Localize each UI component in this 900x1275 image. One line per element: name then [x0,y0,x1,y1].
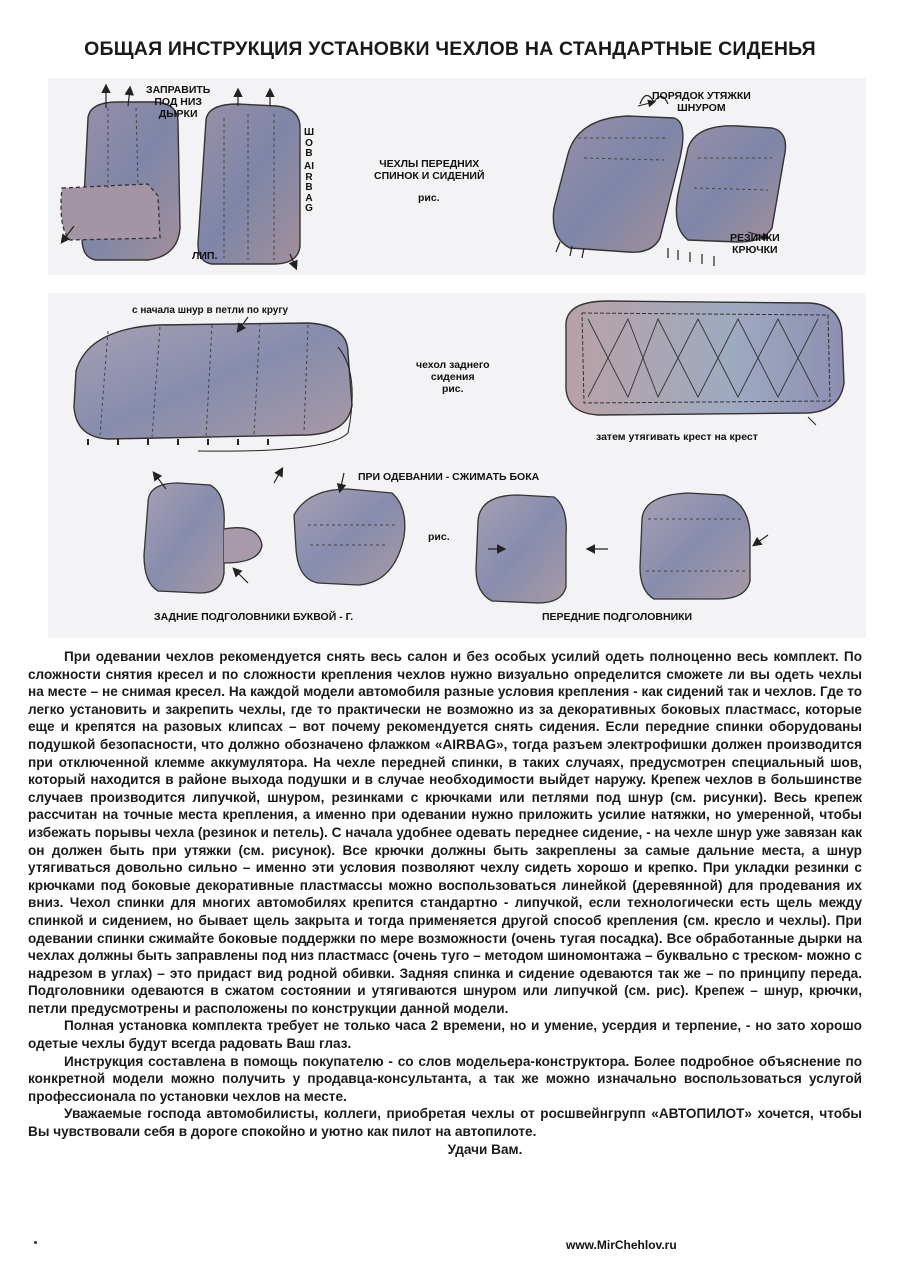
label-elastic-hooks: РЕЗИНКИ КРЮЧКИ [730,232,780,256]
label-cross-lacing: затем утягивать крест на крест [596,431,758,443]
label-squeeze-sides: ПРИ ОДЕВАНИИ - СЖИМАТЬ БОКА [358,471,540,483]
instruction-text [28,648,862,1158]
front-headrest-2 [640,493,750,599]
figure2-caption: чехол заднего сидения рис. [416,359,490,395]
paragraph-1: При одевании чехлов рекомендуется снять весь салон и без особых усилий одеть полноценно весь комплект. По сложности снятия кресел и по сложности крепления чехлов нужно визуально определится сможете ли вы одеть чехлы на месте – не снимая кресел. На каждой модели автомобиля разные условия крепления - как сидений так и чехлов. Где то легко установить и закрепить чехлы, где то практически не возможно из за декоративных боковых пластмасс, которые еще и крепятся на разовых клипсах – вот почему рекомендуется снять сидения. Если передние спинки оборудованы подушкой безопасности, что должно обозначено флажком «AIRBAG», тогда разъем электрофишки должен производится при отключенной клемме аккумулятора. На чехле передней спинки, в таких случаях, предусмотрен специальный шов, который находится в районе выхода подушки и в случае необходимости выйдет наружу. Крепеж чехлов в большинстве случаев производится липучкой, шнуром, резинками с крючками или петлями под шнур (см. рисунки). Весь крепеж рассчитан на точные места крепления, а именно при одевании нужно приложить усилие натяжки, но умеренной, чтобы избежать порывы чехла (резинок и петель). С начала удобнее одевать переднее сидение, - на чехле шнур уже завязан как он должен быть при утяжки (см. рисунок). Все крючки должны быть закреплены за самые дальние места, а шнур утягиваться довольно сильно – именно эти условия позволяют чехлу сидеть хорошо и крепко. При укладки резинки с крючками под боковые декоративные пластмассы можно воспользоваться линейкой (деревянной) для продевания их вниз. Чехол спинки для многих автомобилях крепится стандартно - липучкой, если технологически есть щель между спинкой и сидением, но бывает щель закрыта и тогда применяется другой способ крепления (см. кресло и чехлы). При одевании спинки сжимайте боковые поддержки по мере возможности (очень тугая посадка). Все обработанные дырки на чехлах должны быть заправлены под низ пластмасс (очень туго – методом шиномонтажа – буквально с треском- можно с надрезом в углах) – это придаст вид родной обивки. Задняя спинка и сидение одеваются так же – по принципу переда. Подголовники одеваются в сжатом состоянии и утягиваются шнуром или липучкой (см. рис). Крепеж – шнур, крючки, петли предусмотрены и расположены по конструкции данной модели. [28,649,862,1016]
label-seam: ШОВ [304,127,315,159]
seat-back-right [198,104,300,264]
paragraph-4: Уважаемые господа автомобилисты, коллеги, приобретая чехлы от росшвейнгрупп «АВТОПИЛОТ» хочется, чтобы Вы чувствовали себя в дороге спокойно и уютно как пилот на автопилоте. [28,1106,862,1140]
seat-cushion [553,116,683,252]
label-cord-loops: с начала шнур в петли по кругу [132,305,289,316]
seat-back-rear-view [676,126,785,242]
page-title: ОБЩАЯ ИНСТРУКЦИЯ УСТАНОВКИ ЧЕХЛОВ НА СТАНДАРТНЫЕ СИДЕНЬЯ [84,38,816,60]
figure-front-seats [48,78,866,275]
label-holes: ЗАПРАВИТЬ ПОД НИЗ ДЫРКИ [146,84,211,120]
label-airbag: AIRBAG [304,161,314,214]
label-rear-headrests: ЗАДНИЕ ПОДГОЛОВНИКИ БУКВОЙ - Г. [154,611,354,623]
paragraph-3: Инструкция составлена в помощь покупателю - со слов модельера-конструктора. Более подробное объяснение по конкретной модели можно получить у продавца-консультанта, а так же можно изначально воспользоваться услугой профессионала по установки чехлов на месте. [28,1053,862,1104]
paragraph-5: Удачи Вам. [447,1141,523,1157]
rear-headrest-1 [144,483,224,593]
rear-seat-illustration [48,293,866,638]
label-lip: ЛИП. [192,250,218,262]
figure1-ris: рис. [418,192,440,204]
figure2-ris: рис. [428,531,450,543]
figure-rear-seat-headrests [48,293,866,638]
rear-cushion [74,323,352,439]
page-dot [34,1241,37,1244]
figure1-caption: ЧЕХЛЫ ПЕРЕДНИХ СПИНОК И СИДЕНИЙ [374,158,485,182]
footer-url: www.MirChehlov.ru [566,1238,677,1252]
label-front-headrests: ПЕРЕДНИЕ ПОДГОЛОВНИКИ [542,611,693,623]
rear-headrest-2 [294,489,405,585]
paragraph-2: Полная установка комплекта требует не только часа 2 времени, но и умение, усердия и терпение, - но зато хорошо одетые чехлы будут всегда радовать Ваш глаз. [28,1018,862,1052]
label-lacing-order: ПОРЯДОК УТЯЖКИ ШНУРОМ [652,90,751,114]
